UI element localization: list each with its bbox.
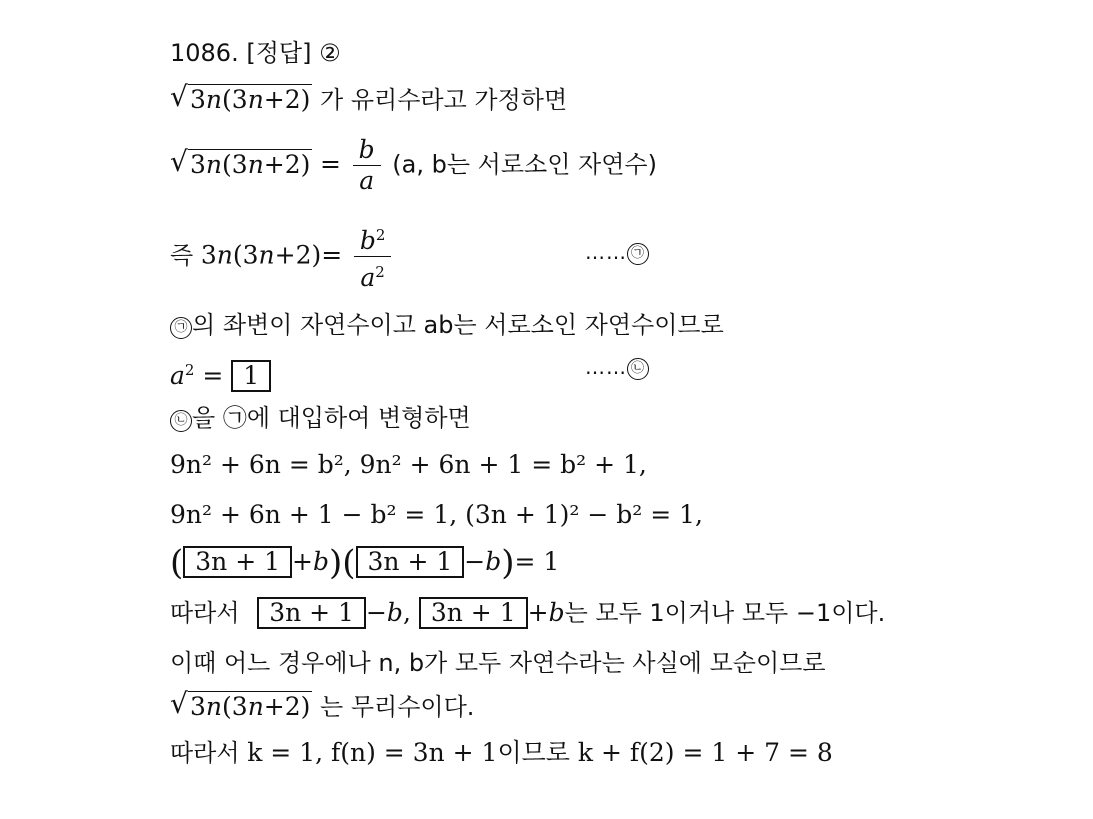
fraction-b-over-a: $\frac{b}{a}$ bbox=[353, 135, 381, 196]
line-factored: ( 3n + 1 +b)( 3n + 1 −b)= 1 bbox=[170, 543, 560, 583]
circle-nieun-icon: ㉡ bbox=[627, 358, 649, 380]
line-substitute: ㉡ 을 ㉠에 대입하여 변형하면 bbox=[170, 403, 471, 433]
problem-header bbox=[170, 38, 341, 68]
sqrt-expression: √ 3n(3n+2) bbox=[170, 144, 311, 179]
answer-value: ② bbox=[319, 39, 341, 67]
problem-number: 1086. bbox=[170, 39, 239, 67]
equation-marker-2: …… ㉡ bbox=[585, 355, 649, 380]
circle-giyeok-icon: ㉠ bbox=[627, 243, 649, 265]
line-algebra-2: 9n² + 6n + 1 − b² = 1, (3n + 1)² − b² = 1, bbox=[170, 500, 703, 529]
final-answer-expression: k = 1, f(n) = 3n + 1이므로 k + f(2) = 1 + 7 = 8 bbox=[247, 738, 833, 767]
circle-nieun-icon: ㉡ bbox=[170, 410, 192, 432]
line-final: 따라서 k = 1, f(n) = 3n + 1이므로 k + f(2) = 1 + 7 = 8 bbox=[170, 738, 833, 767]
line-assumption bbox=[170, 80, 568, 115]
line-fraction: √ 3n(3n+2) = $\frac{b}{a}$ (a, b는 서로소인 자연수) bbox=[170, 135, 657, 195]
answer-box-1: 1 bbox=[231, 360, 271, 392]
coprime-note: (a, b는 서로소인 자연수) bbox=[392, 150, 657, 179]
fraction-b2-over-a2: $\frac{b^2}{a^2}$ bbox=[354, 220, 392, 293]
line-reasoning: ㉠ 의 좌변이 자연수이고 ab는 서로소인 자연수이므로 bbox=[170, 310, 724, 340]
sqrt-expression: √ 3n(3n+2) bbox=[170, 687, 311, 721]
sqrt-expression: √ 3n(3n+2) bbox=[170, 80, 311, 114]
line-contradiction: 이때 어느 경우에나 n, b가 모두 자연수라는 사실에 모순이므로 bbox=[170, 649, 826, 677]
answer-label: [정답] bbox=[246, 39, 312, 67]
answer-box-2: 3n + 1 bbox=[183, 546, 292, 578]
answer-box-4: 3n + 1 bbox=[257, 597, 366, 629]
line-irrational: √ 3n(3n+2) 는 무리수이다. bbox=[170, 687, 475, 721]
answer-box-3: 3n + 1 bbox=[356, 546, 465, 578]
line-conclusion-1: 따라서 3n + 1 −b, 3n + 1 +b는 모두 1이거나 모두 −1이다. bbox=[170, 598, 886, 627]
line-algebra-1: 9n² + 6n = b², 9n² + 6n + 1 = b² + 1, bbox=[170, 450, 647, 479]
assumption-text: 가 유리수라고 가정하면 bbox=[320, 86, 568, 114]
circle-giyeok-icon: ㉠ bbox=[170, 317, 192, 339]
equation-marker-1: …… ㉠ bbox=[585, 240, 649, 265]
answer-box-5: 3n + 1 bbox=[419, 597, 528, 629]
line-equation-1: 즉 3n(3n+2)= $\frac{b^2}{a^2}$ bbox=[170, 220, 395, 293]
line-a-squared: $a^2 = 1$ bbox=[170, 355, 271, 392]
